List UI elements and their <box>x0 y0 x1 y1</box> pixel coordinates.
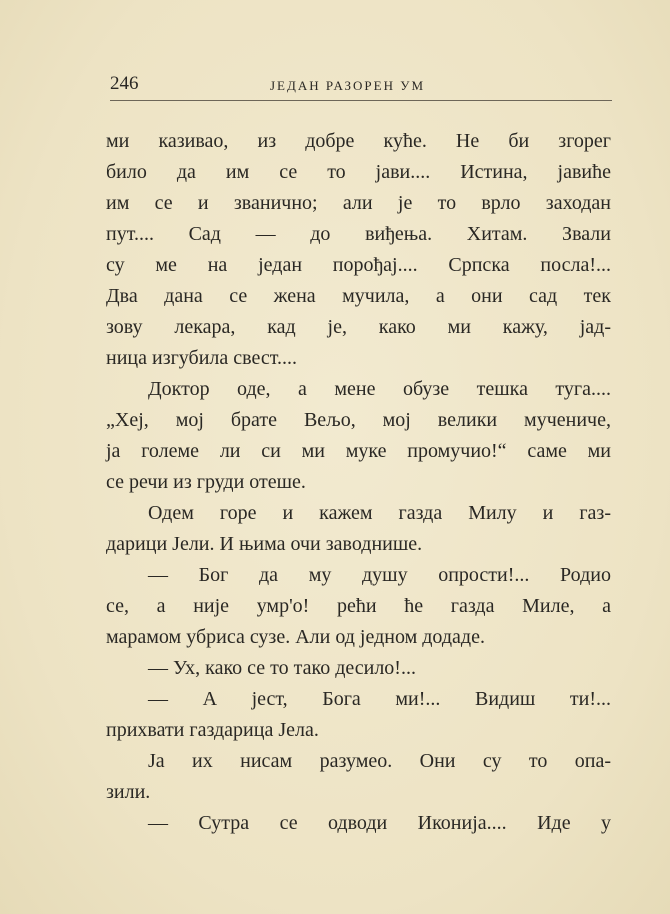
text-line: Доктор оде, а мене обузе тешка туга.... <box>148 378 611 400</box>
text-line: им се и званично; али је то врло заходан <box>106 192 611 214</box>
body-text <box>106 126 611 839</box>
text-line: зову лекара, кад је, како ми кажу, јад- <box>106 316 611 338</box>
text-line: ми казивао, из добре куће. Не би згорег <box>106 130 611 152</box>
text-line: ја големе ли си ми муке промучио!“ саме ми <box>106 440 611 462</box>
page-number: 246 <box>110 73 139 94</box>
text-line: — Бог да му душу опрости!... Родио <box>148 564 611 586</box>
page-header <box>110 72 612 98</box>
text-line: Два дана се жена мучила, а они сад тек <box>106 285 611 307</box>
text-line: дарици Јели. И њима очи заводнише. <box>106 533 423 555</box>
text-line: Ја их нисам разумео. Они су то опа- <box>148 750 611 772</box>
text-line: пут.... Сад — до виђења. Хитам. Звали <box>106 223 611 245</box>
header-rule <box>110 100 612 101</box>
text-line: зили. <box>106 781 151 803</box>
running-title: ЈЕДАН РАЗОРЕН УМ <box>270 78 425 93</box>
text-line: „Хеј, мој брате Вељо, мој велики мучениче, <box>106 409 611 431</box>
text-line: се речи из груди отеше. <box>106 471 306 493</box>
text-line: било да им се то јави.... Истина, јавиће <box>106 161 611 183</box>
text-line: Одем горе и кажем газда Милу и газ- <box>148 502 611 524</box>
text-line: су ме на један порођај.... Српска посла!... <box>106 254 611 276</box>
text-line: марамом убриса сузе. Али од једном додаде. <box>106 626 485 648</box>
text-line: прихвати газдарица Јела. <box>106 719 319 741</box>
text-line: — Сутра се одводи Иконија.... Иде у <box>148 812 611 834</box>
text-line: се, а није умр'о! рећи ће газда Миле, а <box>106 595 611 617</box>
text-line: — Ух, како се то тако десило!... <box>148 657 416 679</box>
text-line: — А јест, Бога ми!... Видиш ти!... <box>148 688 611 710</box>
text-line: ница изгубила свест.... <box>106 347 297 369</box>
